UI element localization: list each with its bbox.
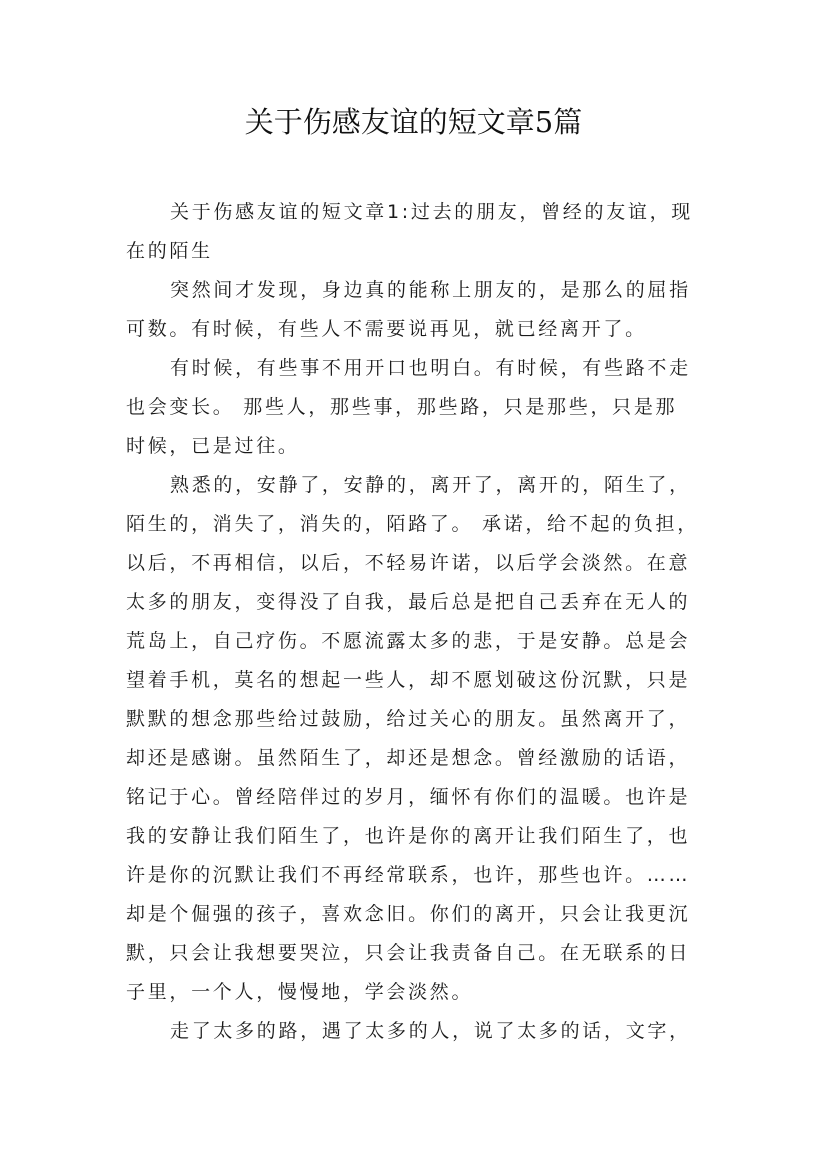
paragraph-line: 以后，不再相信，以后，不轻易许诺，以后学会淡然。在意: [126, 552, 691, 574]
paragraph-line: 默，只会让我想要哭泣，只会让我责备自己。在无联系的日: [126, 942, 691, 964]
paragraph-line: 也会变长。 那些人，那些事，那些路，只是那些，只是那: [126, 396, 678, 418]
document-title: 关于伤感友谊的短文章5篇: [244, 105, 583, 139]
paragraph-line: 望着手机，莫名的想起一些人，却不愿划破这份沉默，只是: [126, 669, 691, 691]
paragraph-line: 在的陌生: [126, 240, 213, 262]
paragraph-line: 却是个倔强的孩子，喜欢念旧。你们的离开，只会让我更沉: [126, 903, 691, 925]
paragraph-line: 可数。有时候，有些人不需要说再见，就已经离开了。: [126, 318, 647, 340]
paragraph-line: 有时候，有些事不用开口也明白。有时候，有些路不走: [170, 357, 691, 379]
paragraph-line: 陌生的，消失了，消失的，陌路了。 承诺，给不起的负担，: [126, 513, 699, 535]
paragraph-line: 关于伤感友谊的短文章1:过去的朋友，曾经的友谊，现: [170, 201, 693, 223]
paragraph-line: 我的安静让我们陌生了，也许是你的离开让我们陌生了，也: [126, 825, 691, 847]
paragraph-line: 走了太多的路，遇了太多的人，说了太多的话，文字，: [170, 1020, 691, 1042]
paragraph-line: 熟悉的，安静了，安静的，离开了，离开的，陌生了，: [170, 474, 691, 496]
paragraph-line: 时候，已是过往。: [126, 435, 300, 457]
paragraph-line: 铭记于心。曾经陪伴过的岁月，缅怀有你们的温暖。也许是: [126, 786, 691, 808]
paragraph-line: 子里，一个人，慢慢地，学会淡然。: [126, 981, 474, 1003]
document-body: [126, 193, 704, 1051]
paragraph-line: 突然间才发现，身边真的能称上朋友的，是那么的屈指: [170, 279, 691, 301]
paragraph-line: 太多的朋友，变得没了自我，最后总是把自己丢弃在无人的: [126, 591, 691, 613]
paragraph-line: 默默的想念那些给过鼓励，给过关心的朋友。虽然离开了，: [126, 708, 691, 730]
paragraph-line: 却还是感谢。虽然陌生了，却还是想念。曾经激励的话语，: [126, 747, 691, 769]
paragraph-line: 荒岛上，自己疗伤。不愿流露太多的悲，于是安静。总是会: [126, 630, 691, 652]
paragraph-line: 许是你的沉默让我们不再经常联系，也许，那些也许。……: [126, 864, 691, 886]
